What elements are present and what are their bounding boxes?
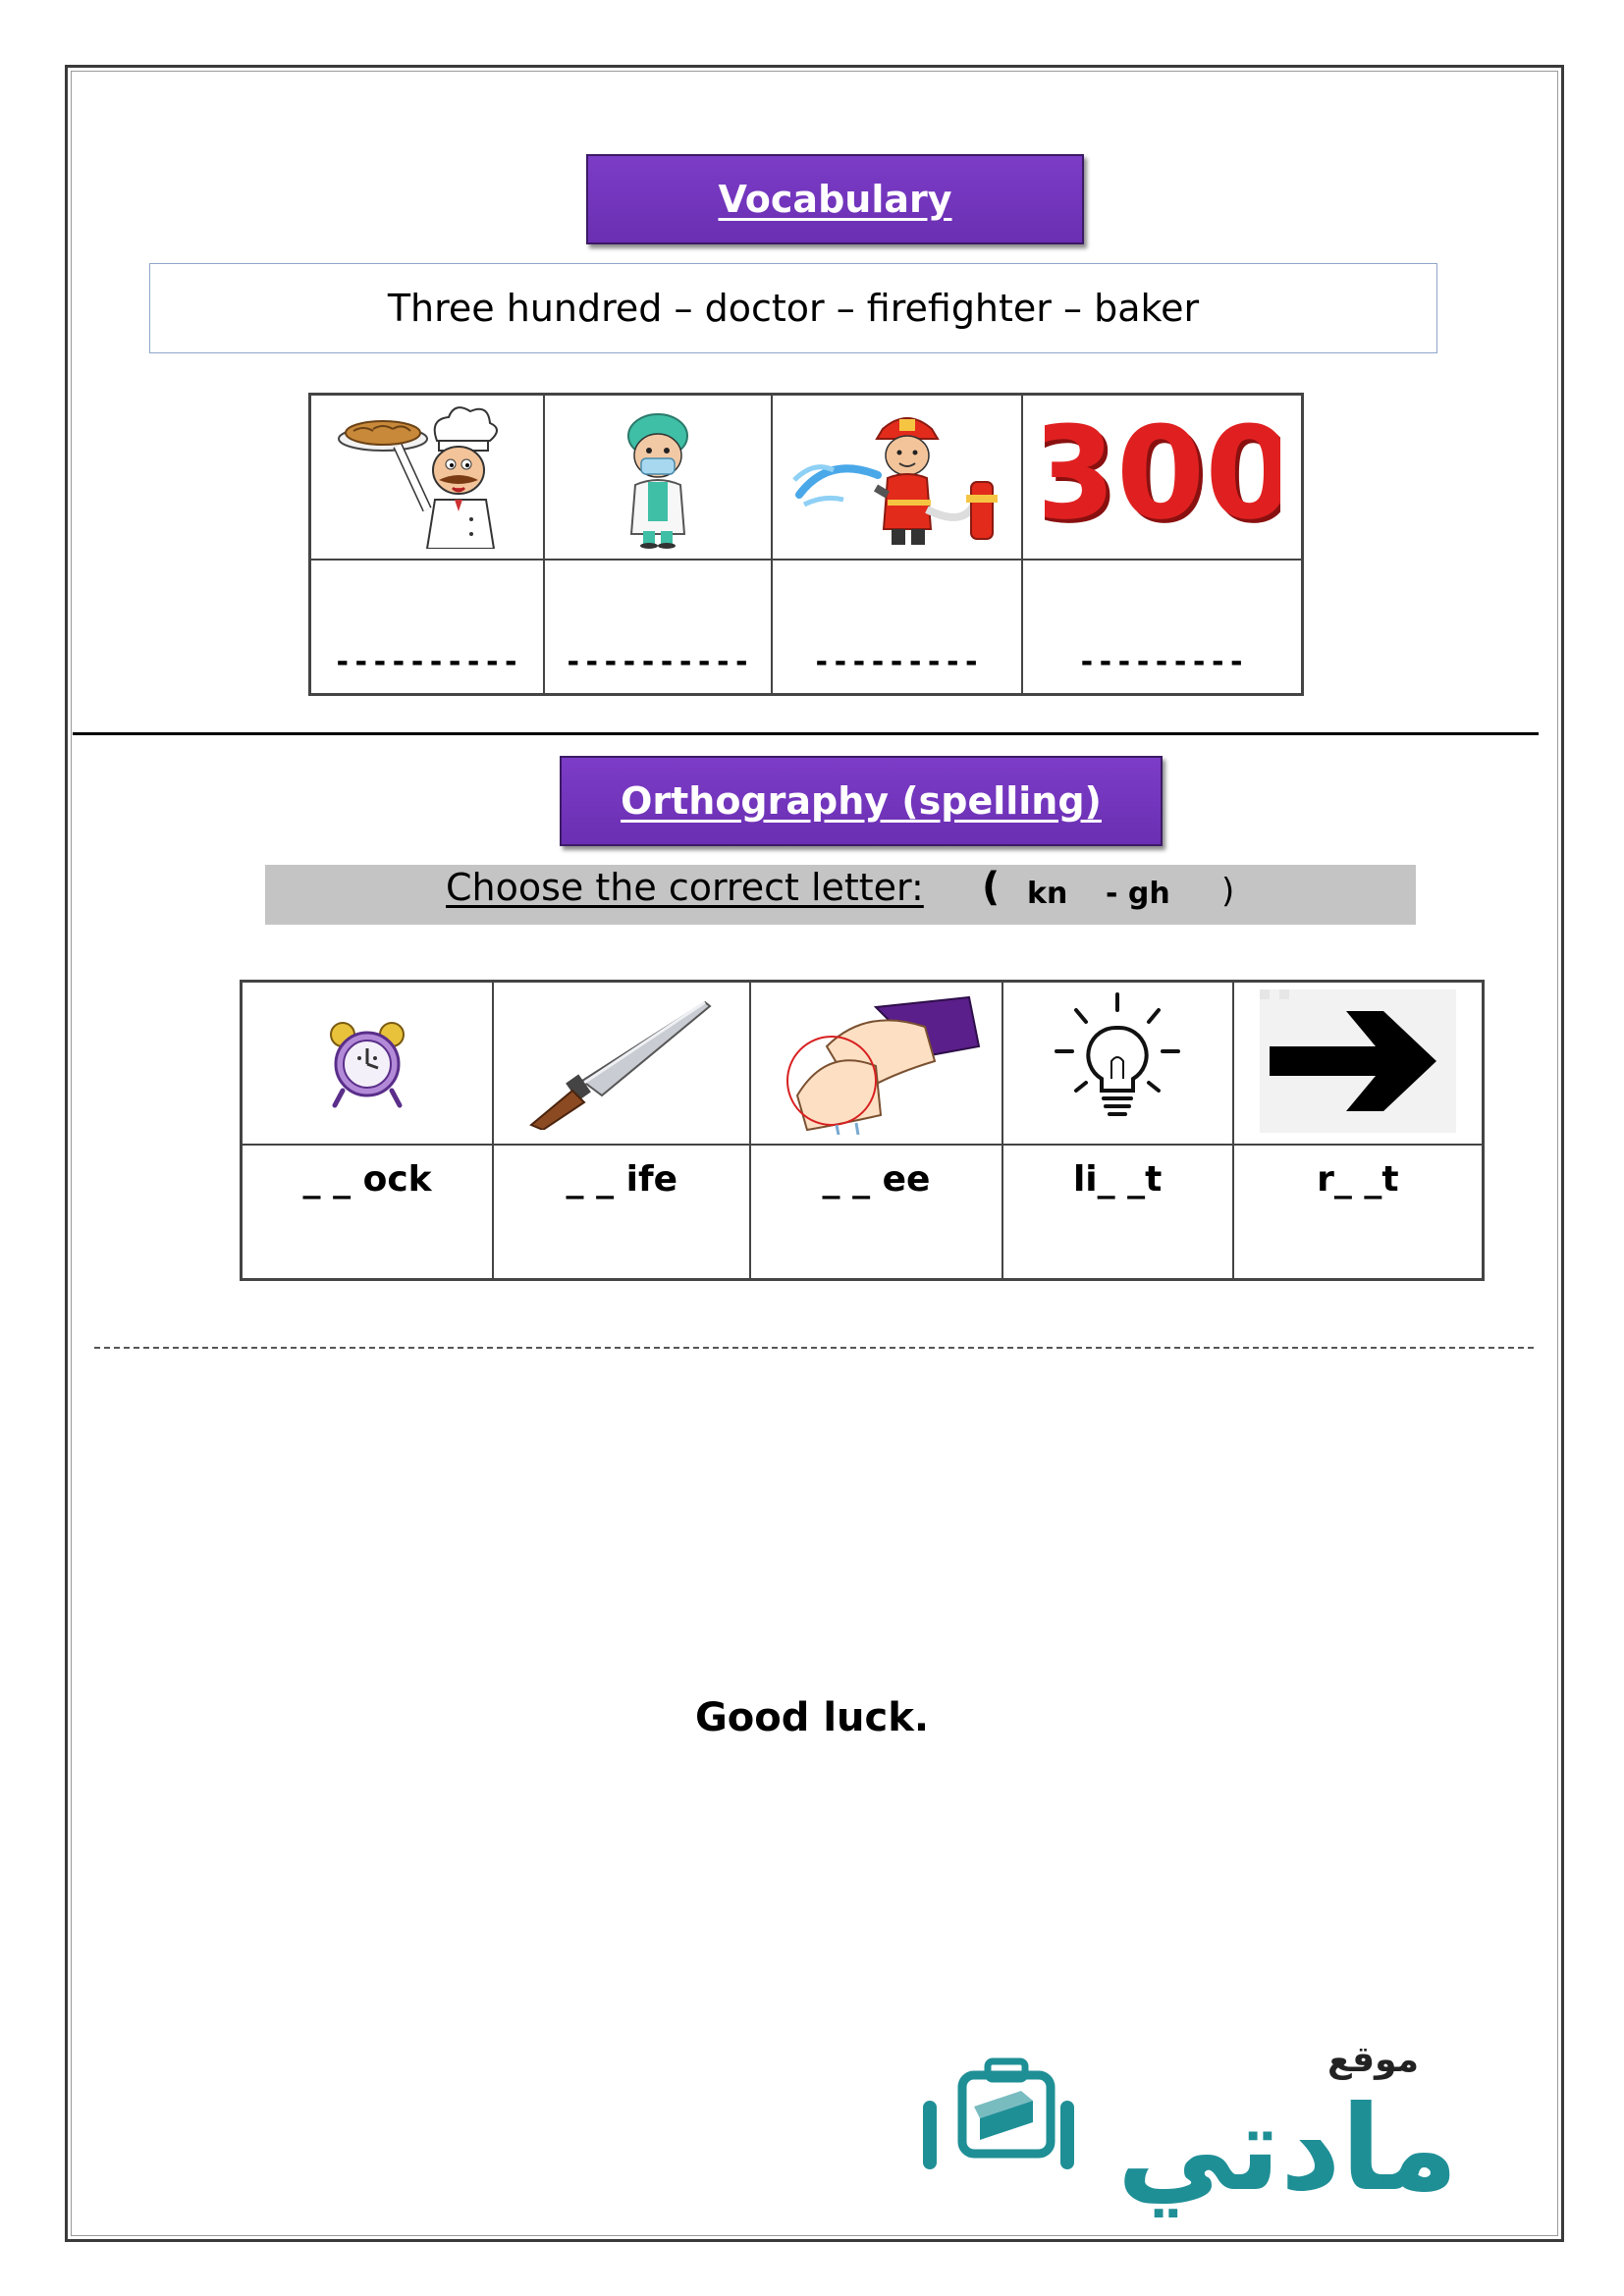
answer-blank: ---------- [564,645,752,679]
spelling-answer-cell[interactable] [493,1145,750,1280]
logo-text-main: مادتي [1116,2081,1458,2217]
answer-blank: --------- [812,645,982,679]
doctor-icon [604,401,712,549]
answer-blank: ---------- [333,645,521,679]
vocab-picture-cell [772,395,1022,561]
vocabulary-table [308,393,1304,696]
closing-text: Good luck. [694,1695,930,1740]
right-arrow-icon [1260,989,1456,1133]
vocabulary-banner [586,154,1084,244]
vocab-answer-cell[interactable] [772,560,1022,695]
logo-text-top: موقع [1326,2040,1419,2080]
option-kn: kn [1027,877,1068,911]
vocabulary-title: Vocabulary [718,178,952,221]
spelling-picture-cell [750,982,1001,1146]
firefighter-icon [789,401,1005,549]
alarm-clock-icon [313,1007,421,1115]
option-paren-open: ( [982,865,1001,910]
spelling-picture-cell [1233,982,1484,1146]
vocab-answer-cell[interactable] [310,560,545,695]
light-bulb-icon [1039,992,1196,1130]
spelling-word-knee: _ _ ee [822,1159,931,1200]
spelling-word-light: li_ _t [1072,1159,1163,1200]
orthography-title: Orthography (spelling) [621,779,1102,823]
knee-icon [768,988,984,1135]
number-300-icon [1045,401,1280,549]
instruction-text: Choose the correct letter: [446,866,924,909]
spelling-picture-cell [493,982,750,1146]
section-divider [73,732,1539,735]
vocab-picture-cell [544,395,772,561]
vocab-answer-cell[interactable] [1022,560,1302,695]
knife-icon [523,992,720,1130]
svg-text:300: 300 [1044,402,1280,549]
dashed-divider [94,1347,1534,1349]
number-300-text: 300 [1044,401,1280,548]
vocab-picture-cell [310,395,545,561]
answer-blank: --------- [1077,645,1247,679]
spelling-word-right: r_ _t [1317,1159,1399,1200]
option-paren-close: ) [1221,872,1235,911]
word-bank-text: Three hundred – doctor – firefighter – baker [387,287,1200,330]
spelling-picture-cell [242,982,494,1146]
spelling-answer-cell[interactable] [1002,1145,1233,1280]
spelling-picture-cell [1002,982,1233,1146]
vocab-answer-cell[interactable] [544,560,772,695]
spelling-answer-cell[interactable] [242,1145,494,1280]
baker-chef-icon [329,401,525,549]
spelling-word-clock: _ _ ock [302,1159,432,1200]
briefcase-icon [962,2061,1051,2154]
spelling-answer-cell[interactable] [1233,1145,1484,1280]
option-gh: - gh [1106,877,1170,911]
site-logo [923,2032,1473,2218]
vocab-picture-cell [1022,395,1302,561]
spelling-answer-cell[interactable] [750,1145,1001,1280]
spelling-word-knife: _ _ ife [566,1159,678,1200]
orthography-banner [560,756,1163,846]
spelling-table [240,980,1485,1281]
word-bank-box [149,263,1437,353]
